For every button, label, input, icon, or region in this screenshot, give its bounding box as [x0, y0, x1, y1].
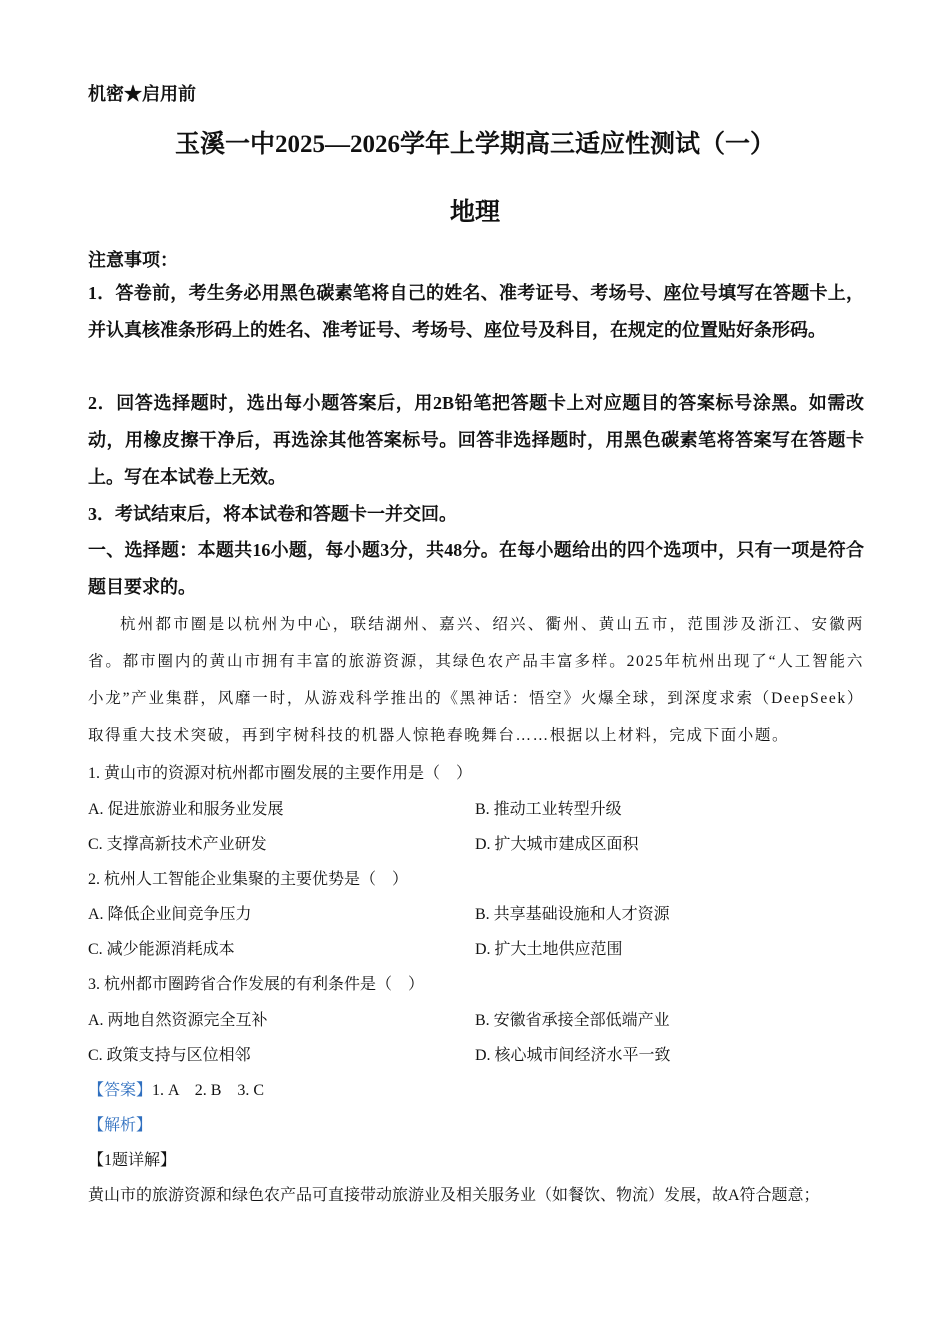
answer-label: 【答案】 [88, 1082, 153, 1099]
option-b: B. 推动工业转型升级 [475, 801, 622, 818]
option-a: A. 降低企业间竞争压力 [88, 906, 252, 923]
option-a: A. 促进旅游业和服务业发展 [88, 801, 284, 818]
note-item: 2．回答选择题时，选出每小题答案后，用2B铅笔把答题卡上对应题目的答案标号涂黑。如需改动，用橡皮擦干净后，再选涂其他答案标号。回答非选择题时，用黑色碳素笔将答案写在答题卡上。写在本试卷上无效。 [88, 393, 864, 487]
subject-title: 地理 [449, 199, 500, 226]
reading-passage: 杭州都市圈是以杭州为中心，联结湖州、嘉兴、绍兴、衢州、黄山五市，范围涉及浙江、安徽两省。都市圈内的黄山市拥有丰富的旅游资源，其绿色农产品丰富多样。2025年杭州出现了“人工智能六小龙”产业集群，风靡一时，从游戏科学推出的《黑神话：悟空》火爆全球，到深度求索（DeepSeek）取得重大技术突破，再到宇树科技的机器人惊艳春晚舞台……根据以上材料，完成下面小题。 [88, 616, 864, 744]
question-stem: 2. 杭州人工智能企业集聚的主要优势是（ ） [88, 871, 409, 888]
option-c: C. 减少能源消耗成本 [88, 941, 235, 958]
analysis-label: 【解析】 [88, 1117, 153, 1134]
notes-heading: 注意事项： [88, 250, 178, 270]
option-a: A. 两地自然资源完全互补 [88, 1012, 268, 1029]
confidential-label: 机密★启用前 [88, 84, 196, 104]
option-d: D. 扩大城市建成区面积 [475, 836, 639, 853]
note-item: 3．考试结束后，将本试卷和答题卡一并交回。 [88, 504, 457, 524]
analysis-detail-label: 【1题详解】 [88, 1152, 177, 1169]
note-item: 1．答卷前，考生务必用黑色碳素笔将自己的姓名、准考证号、考场号、座位号填写在答题卡上，并认真核准条形码上的姓名、准考证号、考场号、座位号及科目，在规定的位置贴好条形码。 [88, 283, 864, 340]
question-stem: 1. 黄山市的资源对杭州都市圈发展的主要作用是（ ） [88, 765, 473, 782]
answer-values: 1. A 2. B 3. C [152, 1082, 265, 1099]
question-stem: 3. 杭州都市圈跨省合作发展的有利条件是（ ） [88, 976, 425, 993]
option-d: D. 核心城市间经济水平一致 [475, 1047, 671, 1064]
analysis-text: 黄山市的旅游资源和绿色农产品可直接带动旅游业及相关服务业（如餐饮、物流）发展，故A符合题意； [88, 1187, 820, 1204]
exam-title: 玉溪一中2025—2026学年上学期高三适应性测试（一） [174, 131, 775, 158]
option-c: C. 政策支持与区位相邻 [88, 1047, 251, 1064]
answer-line [88, 1077, 264, 1100]
option-c: C. 支撑高新技术产业研发 [88, 836, 267, 853]
option-d: D. 扩大土地供应范围 [475, 941, 623, 958]
option-b: B. 共享基础设施和人才资源 [475, 906, 670, 923]
option-b: B. 安徽省承接全部低端产业 [475, 1012, 670, 1029]
section-heading: 一、选择题：本题共16小题，每小题3分，共48分。在每小题给出的四个选项中，只有一项是符合题目要求的。 [88, 540, 864, 597]
